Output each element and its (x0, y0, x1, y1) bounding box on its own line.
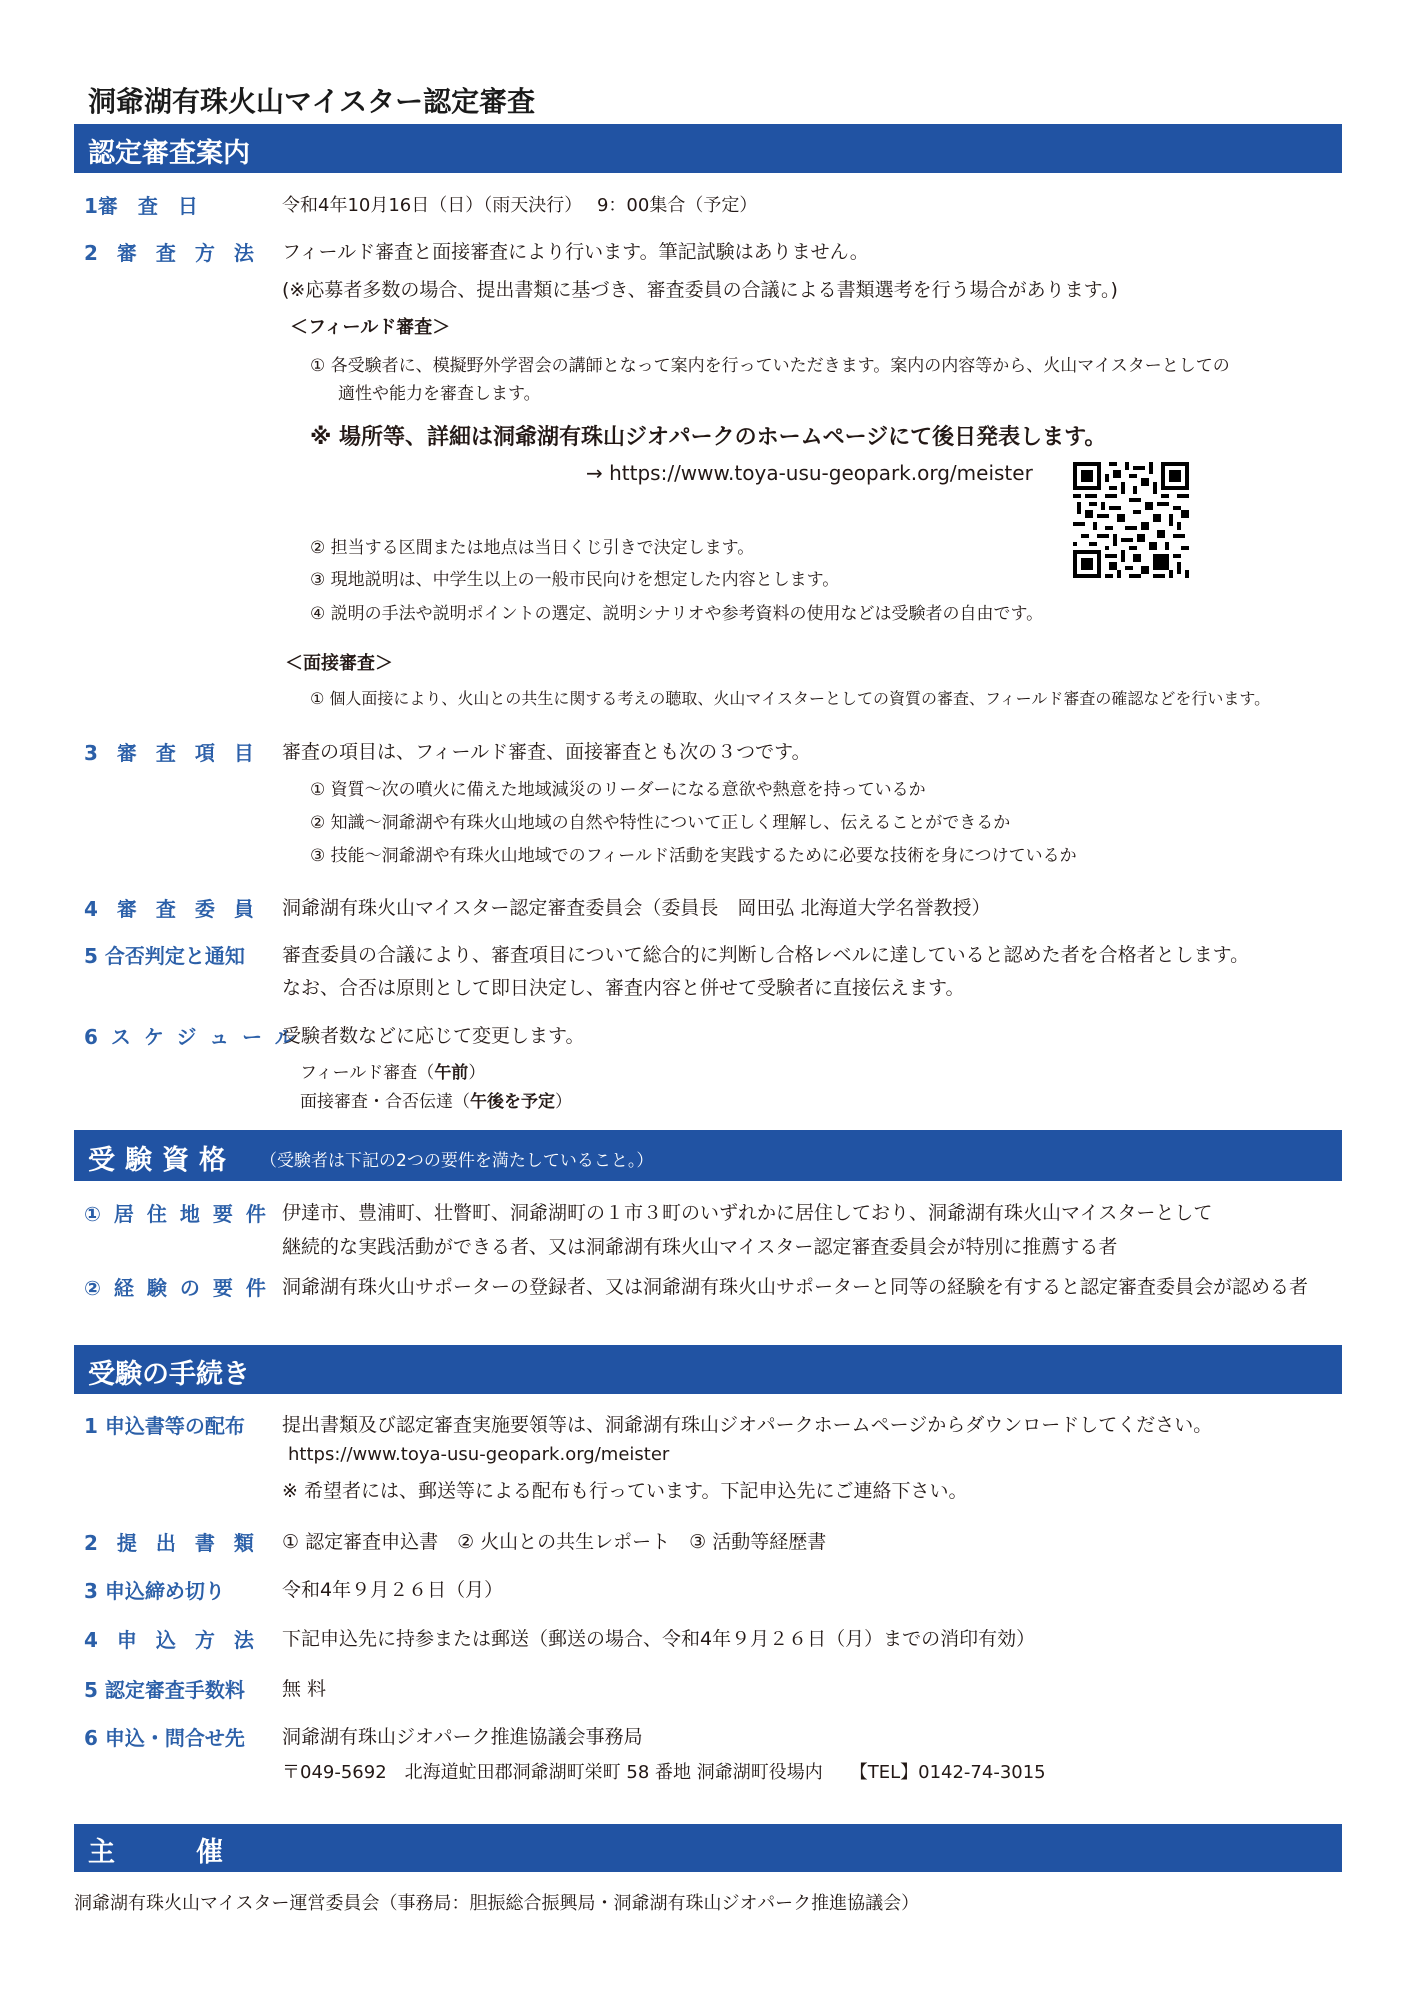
judgement-text-2: なお、合否は原則として即日決定し、審査内容と併せて受験者に直接伝えます。 (282, 977, 965, 999)
judgement-text-1: 審査委員の合議により、審査項目について総合的に判断し合格レベルに達していると認めた者を合格者とします。 (282, 944, 1250, 966)
label-contact: 6 申込・問合せ先 (84, 1726, 245, 1750)
exam-method-text: フィールド審査と面接審査により行います。筆記試験はありません。 (282, 241, 869, 263)
distribution-url[interactable]: https://www.toya-usu-geopark.org/meister (288, 1444, 670, 1465)
exam-items-text: 審査の項目は、フィールド審査、面接審査とも次の３つです。 (282, 741, 811, 763)
schedule-interview: 面接審査・合否伝達（午後を予定） (300, 1092, 572, 1112)
exam-item-1: ① 資質～次の噴火に備えた地域減災のリーダーになる意欲や熱意を持っているか (310, 780, 926, 800)
section-header-procedure (74, 1345, 1342, 1394)
qr-code-icon[interactable] (1073, 462, 1189, 578)
fee-text: 無 料 (282, 1678, 327, 1700)
documents-text: ① 認定審査申込書 ② 火山との共生レポート ③ 活動等経歴書 (282, 1531, 827, 1553)
label-documents: 2提出書類 (84, 1531, 273, 1555)
experience-text: 洞爺湖有珠火山サポーターの登録者、又は洞爺湖有珠火山サポーターと同等の経験を有すると認定審査委員会が認める者 (282, 1276, 1309, 1298)
residence-text-2: 継続的な実践活動ができる者、又は洞爺湖有珠火山マイスター認定審査委員会が特別に推薦する者 (282, 1236, 1118, 1258)
section-header-exam-guide (74, 124, 1342, 173)
label-experience: ②経験の要件 (84, 1276, 279, 1300)
label-distribution: 1 申込書等の配布 (84, 1414, 245, 1438)
field-item-2: ② 担当する区間または地点は当日くじ引きで決定します。 (310, 538, 755, 558)
field-notice: ※ 場所等、詳細は洞爺湖有珠山ジオパークのホームページにて後日発表します。 (310, 425, 1107, 450)
schedule-interview-time: 午後を予定 (470, 1092, 555, 1112)
interview-heading: ＜面接審査＞ (285, 653, 393, 674)
residence-text-1: 伊達市、豊浦町、壮瞥町、洞爺湖町の１市３町のいずれかに居住しており、洞爺湖有珠火山マイスターとして (282, 1202, 1213, 1224)
organizer-text: 洞爺湖有珠火山マイスター運営委員会（事務局：胆振総合振興局・洞爺湖有珠山ジオパーク推進協議会） (74, 1893, 920, 1914)
exam-date-value: 令和4年10月16日（日）（雨天決行） 9：00集合（予定） (282, 195, 758, 216)
label-exam-items: 3審査項目 (84, 741, 273, 765)
how-to-apply-text: 下記申込先に持参または郵送（郵送の場合、令和4年９月２６日（月）までの消印有効） (282, 1628, 1036, 1650)
field-exam-heading: ＜フィールド審査＞ (290, 317, 451, 338)
label-residence: ①居住地要件 (84, 1202, 279, 1226)
interview-item-1: ① 個人面接により、火山との共生に関する考えの聴取、火山マイスターとしての資質の審査、フィールド審査の確認などを行います。 (310, 689, 1271, 708)
exam-method-note: (※応募者多数の場合、提出書類に基づき、審査委員の合議による書類選考を行う場合があります。) (282, 279, 1118, 301)
page-title: 洞爺湖有珠火山マイスター認定審査 (88, 85, 536, 118)
field-item-3: ③ 現地説明は、中学生以上の一般市民向けを想定した内容とします。 (310, 570, 840, 590)
label-deadline: 3 申込締め切り (84, 1579, 225, 1603)
schedule-field-time: 午前 (434, 1063, 469, 1083)
label-exam-method: 2審査方法 (84, 241, 273, 265)
schedule-text: 受験者数などに応じて変更します。 (282, 1025, 585, 1047)
schedule-field: フィールド審査（午前） (300, 1063, 486, 1083)
field-item-4: ④ 説明の手法や説明ポイントの選定、説明シナリオや参考資料の使用などは受験者の自由です。 (310, 604, 1044, 624)
contact-address: 〒049-5692 北海道虻田郡洞爺湖町栄町 58 番地 洞爺湖町役場内 【TEL】0142-74-3015 (282, 1762, 1046, 1783)
exam-item-3: ③ 技能～洞爺湖や有珠火山地域でのフィールド活動を実践するために必要な技術を身につけているか (310, 846, 1077, 866)
section-title: 主 催 (88, 1837, 223, 1868)
section-header-organizer (74, 1824, 1342, 1872)
label-exam-date: 1審 査 日 (84, 194, 198, 218)
exam-item-2: ② 知識～洞爺湖や有珠火山地域の自然や特性について正しく理解し、伝えることができるか (310, 813, 1011, 833)
section-title: 受験の手続き (88, 1359, 250, 1390)
label-how-to-apply: 4申込方法 (84, 1628, 273, 1652)
section-header-qualification (74, 1130, 1342, 1181)
label-judgement: 5 合否判定と通知 (84, 944, 245, 968)
label-fee: 5 認定審査手数料 (84, 1678, 245, 1702)
contact-name: 洞爺湖有珠山ジオパーク推進協議会事務局 (282, 1726, 643, 1748)
label-committee: 4審査委員 (84, 897, 273, 921)
field-item-1a: ① 各受験者に、模擬野外学習会の講師となって案内を行っていただきます。案内の内容等から、火山マイスターとしての (310, 356, 1230, 376)
distribution-note: ※ 希望者には、郵送等による配布も行っています。下記申込先にご連絡下さい。 (282, 1480, 968, 1502)
section-note: （受験者は下記の2つの要件を満たしていること。） (260, 1151, 654, 1171)
field-url[interactable]: → https://www.toya-usu-geopark.org/meister (586, 461, 1033, 485)
distribution-text: 提出書類及び認定審査実施要領等は、洞爺湖有珠山ジオパークホームページからダウンロードしてください。 (282, 1414, 1213, 1436)
field-item-1b: 適性や能力を審査します。 (338, 384, 541, 404)
committee-text: 洞爺湖有珠火山マイスター認定審査委員会（委員長 岡田弘 北海道大学名誉教授） (282, 897, 991, 919)
deadline-text: 令和4年９月２６日（月） (282, 1579, 504, 1601)
label-schedule: 6スケジュール (84, 1025, 308, 1049)
section-title: 認定審査案内 (88, 138, 250, 169)
section-title: 受験資格 (88, 1145, 236, 1176)
